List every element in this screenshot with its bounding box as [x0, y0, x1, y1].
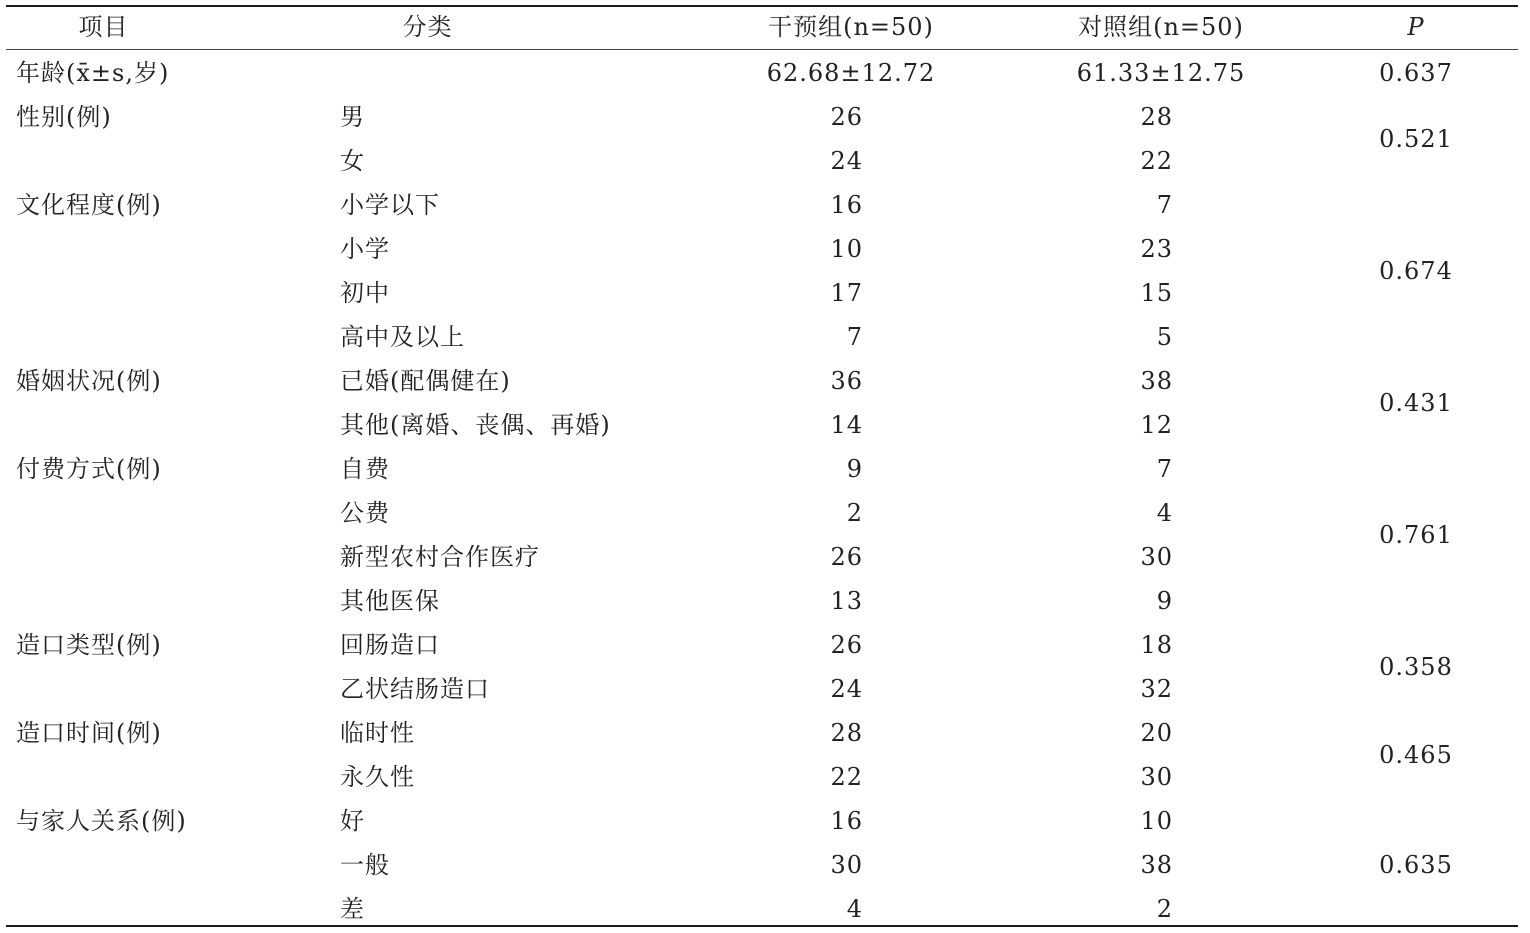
row-category-label: 差: [340, 895, 365, 923]
row-control-value: 30: [1140, 763, 1173, 791]
row-category-label: 公费: [340, 499, 390, 527]
row-category-label: 其他医保: [340, 587, 440, 615]
p-value-family: 0.635: [1379, 851, 1453, 879]
row-intervention-value: 24: [830, 675, 863, 703]
row-category-label: 男: [340, 103, 365, 131]
p-value-sex: 0.521: [1379, 125, 1453, 153]
row-category-label: 初中: [340, 279, 390, 307]
row-control-value: 2: [1156, 895, 1173, 923]
row-intervention-value: 13: [830, 587, 863, 615]
header-intervention: 干预组(n=50): [768, 13, 934, 41]
row-item-label: 性别(例): [16, 103, 112, 131]
row-item-label: 付费方式(例): [16, 455, 162, 483]
row-category-label: 新型农村合作医疗: [340, 543, 540, 571]
p-value-stoma-type: 0.358: [1379, 653, 1453, 681]
row-control-value: 7: [1156, 191, 1173, 219]
row-intervention-value: 17: [830, 279, 863, 307]
row-control-value: 23: [1140, 235, 1173, 263]
row-category-label: 小学以下: [340, 191, 440, 219]
p-value-education: 0.674: [1379, 257, 1453, 285]
row-category-label: 临时性: [340, 719, 415, 747]
row-intervention-value: 14: [830, 411, 863, 439]
row-control-value: 28: [1140, 103, 1173, 131]
row-control-value: 5: [1156, 323, 1173, 351]
row-intervention-value: 7: [846, 323, 863, 351]
row-intervention-value: 26: [830, 103, 863, 131]
p-value-marital: 0.431: [1379, 389, 1453, 417]
row-intervention-value: 4: [846, 895, 863, 923]
row-control-value: 22: [1140, 147, 1173, 175]
header-category: 分类: [402, 13, 453, 41]
row-control-value: 9: [1156, 587, 1173, 615]
row-item-label: 文化程度(例): [16, 191, 162, 219]
row-intervention-value: 26: [830, 543, 863, 571]
header-p: P: [1407, 13, 1425, 41]
row-category-label: 一般: [340, 851, 390, 879]
row-intervention-value: 9: [846, 455, 863, 483]
row-category-label: 自费: [340, 455, 390, 483]
row-control-value: 20: [1140, 719, 1173, 747]
row-category-label: 高中及以上: [340, 323, 465, 351]
header-control: 对照组(n=50): [1078, 13, 1244, 41]
row-intervention-value: 10: [830, 235, 863, 263]
row-intervention-value: 22: [830, 763, 863, 791]
row-control-value: 30: [1140, 543, 1173, 571]
row-intervention-value: 26: [830, 631, 863, 659]
row-control-value: 15: [1140, 279, 1173, 307]
row-category-label: 好: [340, 807, 365, 835]
table-header-rule: [6, 49, 1518, 50]
header-item: 项目: [78, 13, 129, 41]
row-intervention-value: 28: [830, 719, 863, 747]
row-intervention-value: 16: [830, 191, 863, 219]
row-intervention-value: 62.68±12.72: [766, 59, 936, 87]
row-control-value: 4: [1156, 499, 1173, 527]
row-control-value: 38: [1140, 367, 1173, 395]
row-intervention-value: 36: [830, 367, 863, 395]
row-intervention-value: 2: [846, 499, 863, 527]
p-value-age: 0.637: [1379, 59, 1453, 87]
row-control-value: 38: [1140, 851, 1173, 879]
row-category-label: 永久性: [340, 763, 415, 791]
row-item-label: 年龄(x̄±s,岁): [16, 59, 170, 87]
row-item-label: 造口时间(例): [16, 719, 162, 747]
row-item-label: 婚姻状况(例): [16, 367, 162, 395]
row-category-label: 已婚(配偶健在): [340, 367, 511, 395]
row-category-label: 女: [340, 147, 365, 175]
row-category-label: 回肠造口: [340, 631, 440, 659]
row-item-label: 与家人关系(例): [16, 807, 187, 835]
row-control-value: 18: [1140, 631, 1173, 659]
row-category-label: 乙状结肠造口: [340, 675, 490, 703]
row-category-label: 小学: [340, 235, 390, 263]
row-control-value: 12: [1140, 411, 1173, 439]
row-item-label: 造口类型(例): [16, 631, 162, 659]
row-control-value: 10: [1140, 807, 1173, 835]
p-value-stoma-time: 0.465: [1379, 741, 1453, 769]
row-intervention-value: 24: [830, 147, 863, 175]
row-control-value: 61.33±12.75: [1076, 59, 1246, 87]
row-intervention-value: 30: [830, 851, 863, 879]
p-value-payment: 0.761: [1379, 521, 1453, 549]
row-control-value: 32: [1140, 675, 1173, 703]
row-intervention-value: 16: [830, 807, 863, 835]
baseline-table: [6, 5, 1518, 927]
row-control-value: 7: [1156, 455, 1173, 483]
row-category-label: 其他(离婚、丧偶、再婚): [340, 411, 611, 439]
